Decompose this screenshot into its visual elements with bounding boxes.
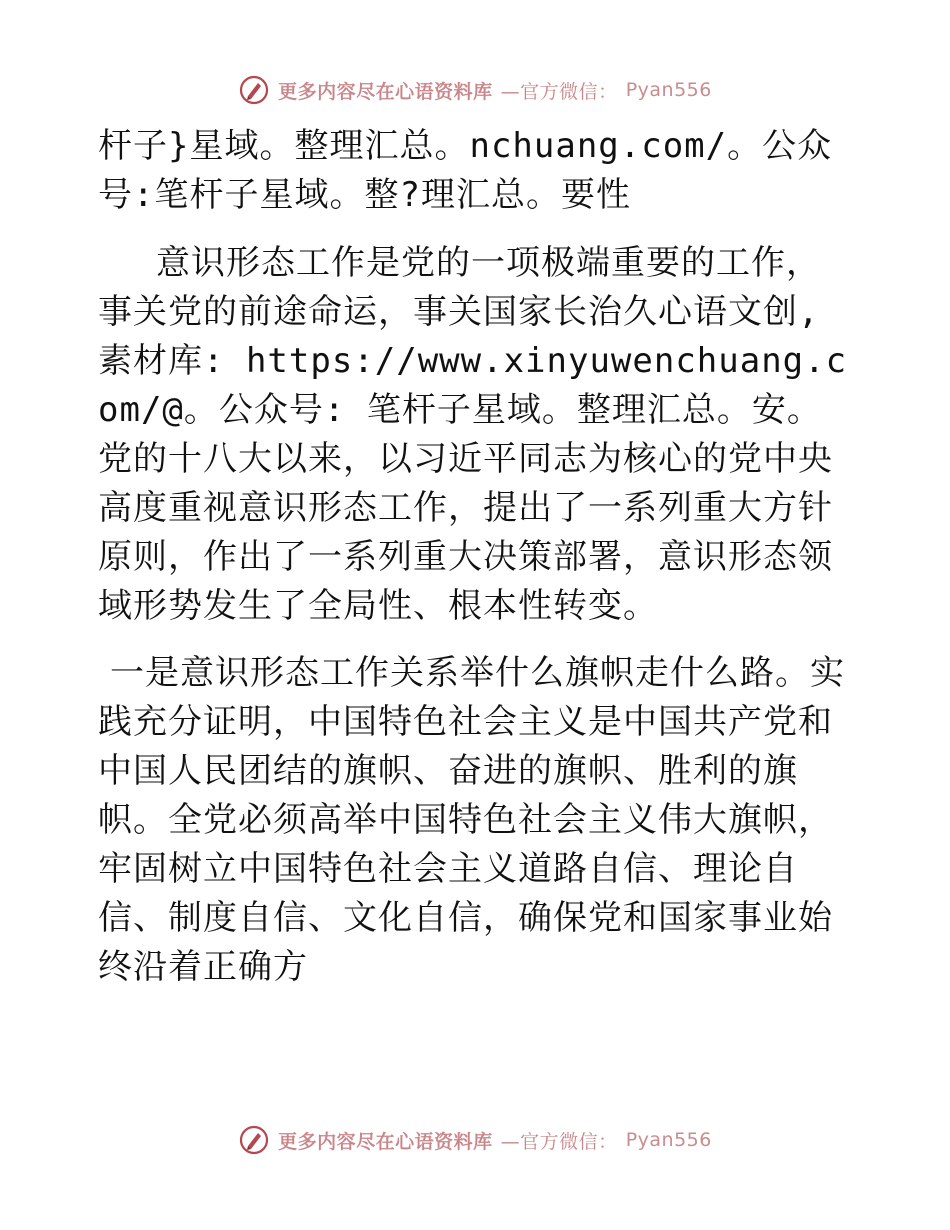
header-banner (0, 70, 950, 110)
footer-banner-separator: —官方微信： (500, 1130, 618, 1153)
paragraph-2: 意识形态工作是党的一项极端重要的工作，事关党的前途命运，事关国家长治久心语文创,素材库: https://www.xinyuwenchuang.com/@。公众号: 笔杆子星域。整理汇总。安。党的十八大以来，以习近平同志为核心的党中央高度重视意识形态工作，提出了一系列重大方针原则，作出了一系列重大决策部署，意识形态领域形势发生了全局性、根本性转变。 (98, 243, 848, 626)
document-body (98, 122, 850, 992)
header-banner-wechat-id: Pyan556 (625, 79, 712, 101)
pen-logo-icon (238, 74, 270, 106)
header-banner-title: 更多内容尽在心语资料库 (278, 80, 493, 103)
footer-banner (0, 1120, 950, 1160)
footer-banner-wechat-id: Pyan556 (625, 1129, 712, 1151)
footer-banner-title: 更多内容尽在心语资料库 (278, 1130, 493, 1153)
header-banner-separator: —官方微信： (500, 80, 618, 103)
paragraph-3: 一是意识形态工作关系举什么旗帜走什么路。实践充分证明，中国特色社会主义是中国共产党和中国人民团结的旗帜、奋进的旗帜、胜利的旗帜。全党必须高举中国特色社会主义伟大旗帜，牢固树立中国特色社会主义道路自信、理论自信、制度自信、文化自信，确保党和国家事业始终沿着正确方 (98, 653, 845, 987)
pen-logo-icon (238, 1124, 270, 1156)
paragraph-1: 杆子}星域。整理汇总。nchuang.com/。公众号:笔杆子星域。整?理汇总。要性 (98, 126, 833, 215)
